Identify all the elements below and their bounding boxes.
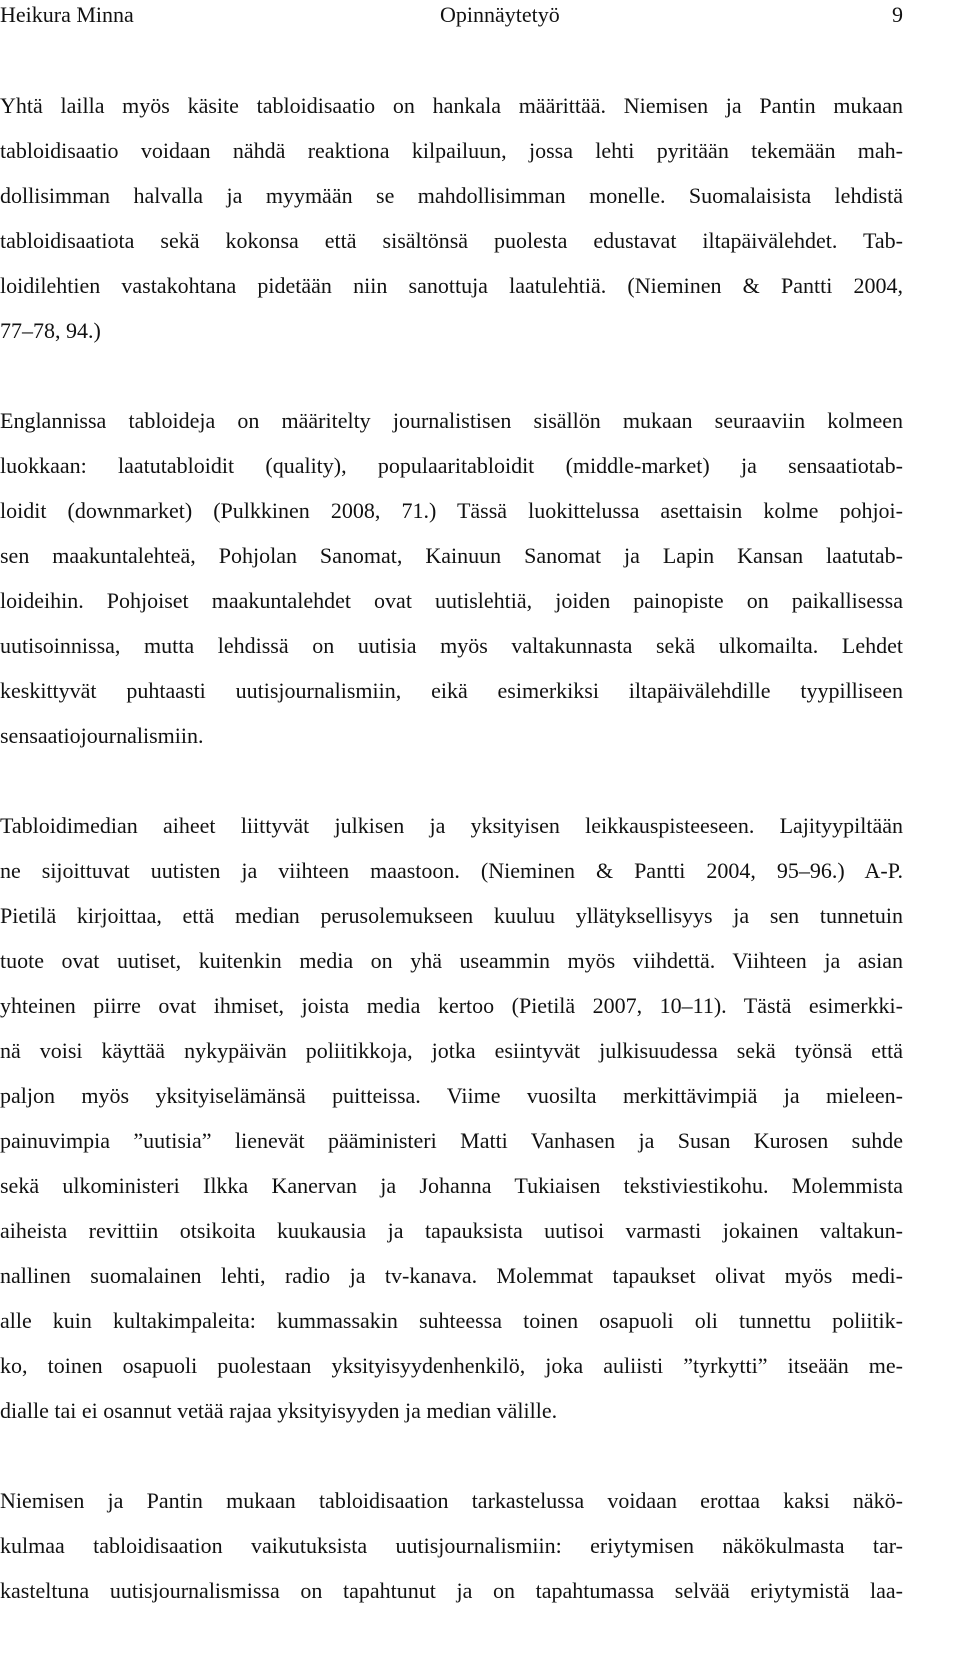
text-line: tuote ovat uutiset, kuitenkin media on yhä useammin myös viihdettä. Viihteen ja asian [0,948,903,973]
text-line: nä voisi käyttää nykypäivän poliitikkoja, jotka esiintyvät julkisuudessa sekä työnsä että [0,1038,903,1063]
page-header [0,0,903,30]
text-line: tabloidisaatiota sekä kokonsa että sisältönsä puolesta edustavat iltapäivälehdet. Tab- [0,228,903,253]
text-line: tabloidisaatio voidaan nähdä reaktiona kilpailuun, jossa lehti pyritään tekemään mah- [0,138,903,163]
text-line: aiheista revittiin otsikoita kuukausia ja tapauksista uutisoi varmasti jokainen valtakun- [0,1218,903,1243]
body-text [0,83,903,1613]
text-line: sekä ulkoministeri Ilkka Kanervan ja Johanna Tukiaisen tekstiviestikohu. Molemmista [0,1173,903,1198]
text-line: luokkaan: laatutabloidit (quality), populaaritabloidit (middle-market) ja sensaatiotab- [0,453,903,478]
text-line: Yhtä lailla myös käsite tabloidisaatio on hankala määrittää. Niemisen ja Pantin mukaan [0,93,903,118]
paragraph [0,1478,903,1613]
text-line: sensaatiojournalismiin. [0,723,204,748]
text-line: Tabloidimedian aiheet liittyvät julkisen ja yksityisen leikkauspisteeseen. Lajityypiltään [0,813,903,838]
text-line: paljon myös yksityiselämänsä puitteissa. Viime vuosilta merkittävimpiä ja mieleen- [0,1083,903,1108]
text-line: Englannissa tabloideja on määritelty journalistisen sisällön mukaan seuraaviin kolmeen [0,408,903,433]
text-line: kulmaa tabloidisaation vaikutuksista uutisjournalismiin: eriytymisen näkökulmasta tar- [0,1533,903,1558]
header-author: Heikura Minna [0,2,134,27]
text-line: loidilehtien vastakohtana pidetään niin sanottuja laatulehtiä. (Nieminen & Pantti 2004, [0,273,903,298]
text-line: ne sijoittuvat uutisten ja viihteen maastoon. (Nieminen & Pantti 2004, 95–96.) A-P. [0,858,903,883]
text-line: loideihin. Pohjoiset maakuntalehdet ovat uutislehtiä, joiden painopiste on paikallisessa [0,588,903,613]
text-line: uutisoinnissa, mutta lehdissä on uutisia myös valtakunnasta sekä ulkomailta. Lehdet [0,633,903,658]
text-line: painuvimpia ”uutisia” lienevät pääministeri Matti Vanhasen ja Susan Kurosen suhde [0,1128,903,1153]
text-line: yhteinen piirre ovat ihmiset, joista media kertoo (Pietilä 2007, 10–11). Tästä esimerkki- [0,993,903,1018]
text-line: dollisimman halvalla ja myymään se mahdollisimman monelle. Suomalaisista lehdistä [0,183,903,208]
text-line: sen maakuntalehteä, Pohjolan Sanomat, Kainuun Sanomat ja Lapin Kansan laatutab- [0,543,903,568]
text-line: keskittyvät puhtaasti uutisjournalismiin, eikä esimerkiksi iltapäivälehdille tyypilliseen [0,678,903,703]
text-line: ko, toinen osapuoli puolestaan yksityisyydenhenkilö, joka auliisti ”tyrkytti” itseään me- [0,1353,903,1378]
header-title: Opinnäytetyö [440,2,560,27]
text-line: loidit (downmarket) (Pulkkinen 2008, 71.) Tässä luokittelussa asettaisin kolme pohjoi- [0,498,903,523]
page-number: 9 [892,2,903,27]
text-line: Niemisen ja Pantin mukaan tabloidisaation tarkastelussa voidaan erottaa kaksi näkö- [0,1488,903,1513]
paragraph [0,398,903,758]
text-line: alle kuin kultakimpaleita: kummassakin suhteessa toinen osapuoli oli tunnettu poliitik- [0,1308,903,1333]
text-line: nallinen suomalainen lehti, radio ja tv-kanava. Molemmat tapaukset olivat myös medi- [0,1263,903,1288]
paragraph [0,83,903,353]
text-line: Pietilä kirjoittaa, että median perusolemukseen kuuluu yllätyksellisyys ja sen tunnetuin [0,903,903,928]
text-line: 77–78, 94.) [0,318,101,343]
text-line: dialle tai ei osannut vetää rajaa yksityisyyden ja median välille. [0,1398,558,1423]
text-line: kasteltuna uutisjournalismissa on tapahtunut ja on tapahtumassa selvää eriytymistä laa- [0,1578,903,1603]
paragraph [0,803,903,1433]
